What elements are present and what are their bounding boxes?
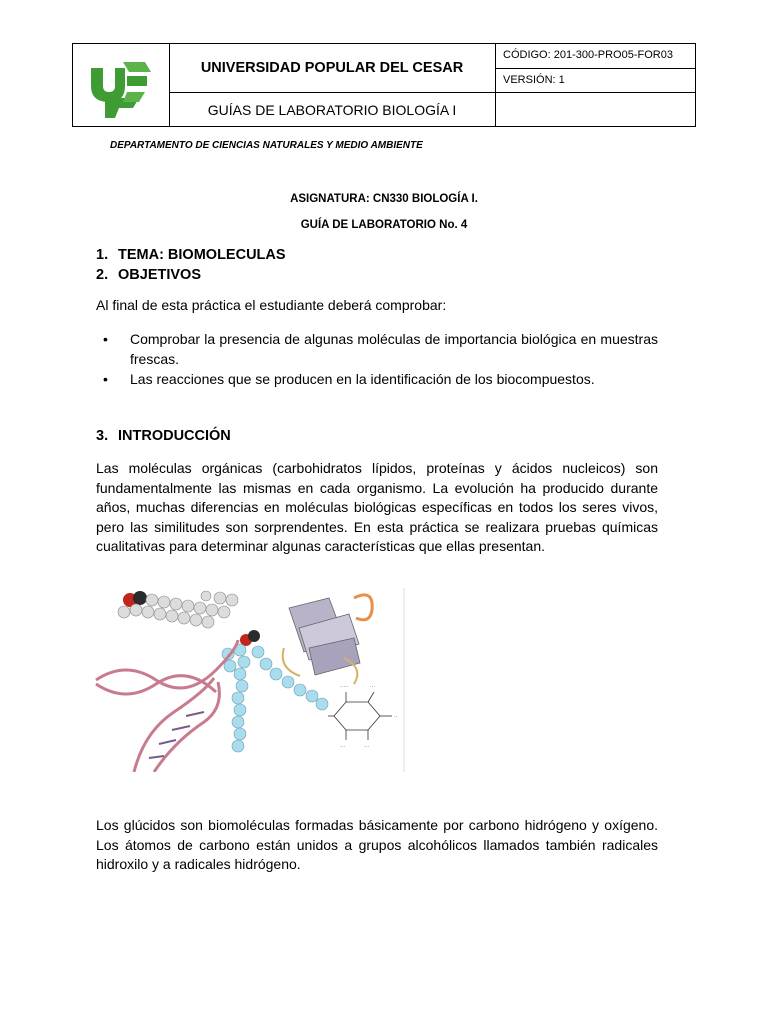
section-number: 2. (96, 267, 109, 283)
section-heading-introduccion (96, 428, 231, 444)
bullet-icon: • (103, 331, 108, 347)
lipid-molecule-top (118, 591, 238, 628)
protein-structure (283, 595, 372, 684)
section-number: 3. (96, 428, 109, 444)
list-item-text: Las reacciones que se producen en la identificación de los biocompuestos. (130, 371, 595, 387)
dna-helix (96, 640, 238, 772)
svg-text:···: ··· (340, 744, 345, 750)
guide-series-title: GUÍAS DE LABORATORIO BIOLOGÍA I (207, 102, 457, 118)
header-table (72, 43, 696, 127)
document-version: VERSIÓN: 1 (503, 74, 565, 86)
list-item (103, 370, 658, 390)
svg-text:···: ··· (370, 684, 375, 690)
university-logo (87, 62, 151, 118)
section-number: 1. (96, 247, 109, 263)
bullet-icon: • (103, 371, 108, 387)
objectives-intro: Al final de esta práctica el estudiante deberá comprobar: (96, 297, 447, 313)
glucose-formula (328, 692, 392, 740)
university-name: UNIVERSIDAD POPULAR DEL CESAR (200, 60, 464, 76)
list-item-text: Comprobar la presencia de algunas moléculas de importancia biológica en muestras frescas. (130, 331, 658, 367)
section-title: OBJETIVOS (118, 267, 201, 283)
section-heading-objetivos (96, 267, 201, 283)
section-title: TEMA: BIOMOLECULAS (118, 247, 286, 263)
list-item (103, 330, 658, 369)
guide-number-line: GUÍA DE LABORATORIO No. 4 (300, 219, 468, 231)
glucidos-paragraph: Los glúcidos son biomoléculas formadas básicamente por carbono hidrógeno y oxígeno. Los átomos de carbono están unidos a grupos alcohólicos llamados también radicales hidroxilo y a radicales hidrógeno. (96, 817, 658, 872)
svg-text:···: ··· (364, 744, 369, 750)
subject-line: ASIGNATURA: CN330 BIOLOGÍA I. (290, 193, 478, 205)
section-heading-tema (96, 247, 286, 263)
svg-text:··: ·· (394, 714, 398, 720)
document-code: CÓDIGO: 201-300-PRO05-FOR03 (503, 49, 673, 61)
section-title: INTRODUCCIÓN (118, 428, 231, 444)
objectives-list (103, 330, 658, 391)
department-label: DEPARTAMENTO DE CIENCIAS NATURALES Y MEDIO AMBIENTE (110, 140, 423, 151)
svg-text:·····: ····· (340, 684, 349, 690)
intro-paragraph: Las moléculas orgánicas (carbohidratos lípidos, proteínas y ácidos nucleicos) son fundamentalmente las mismas en cada organismo. La evolución ha producido durante años, muchas diferencias en moléculas biológicas específicas en todos los seres vivos, pero las similitudes son sorprendentes. En esta práctica se realizara pruebas químicas cualitativas para determinar algunas características que ellas presentan. (96, 460, 658, 554)
biomolecules-illustration (94, 588, 406, 772)
